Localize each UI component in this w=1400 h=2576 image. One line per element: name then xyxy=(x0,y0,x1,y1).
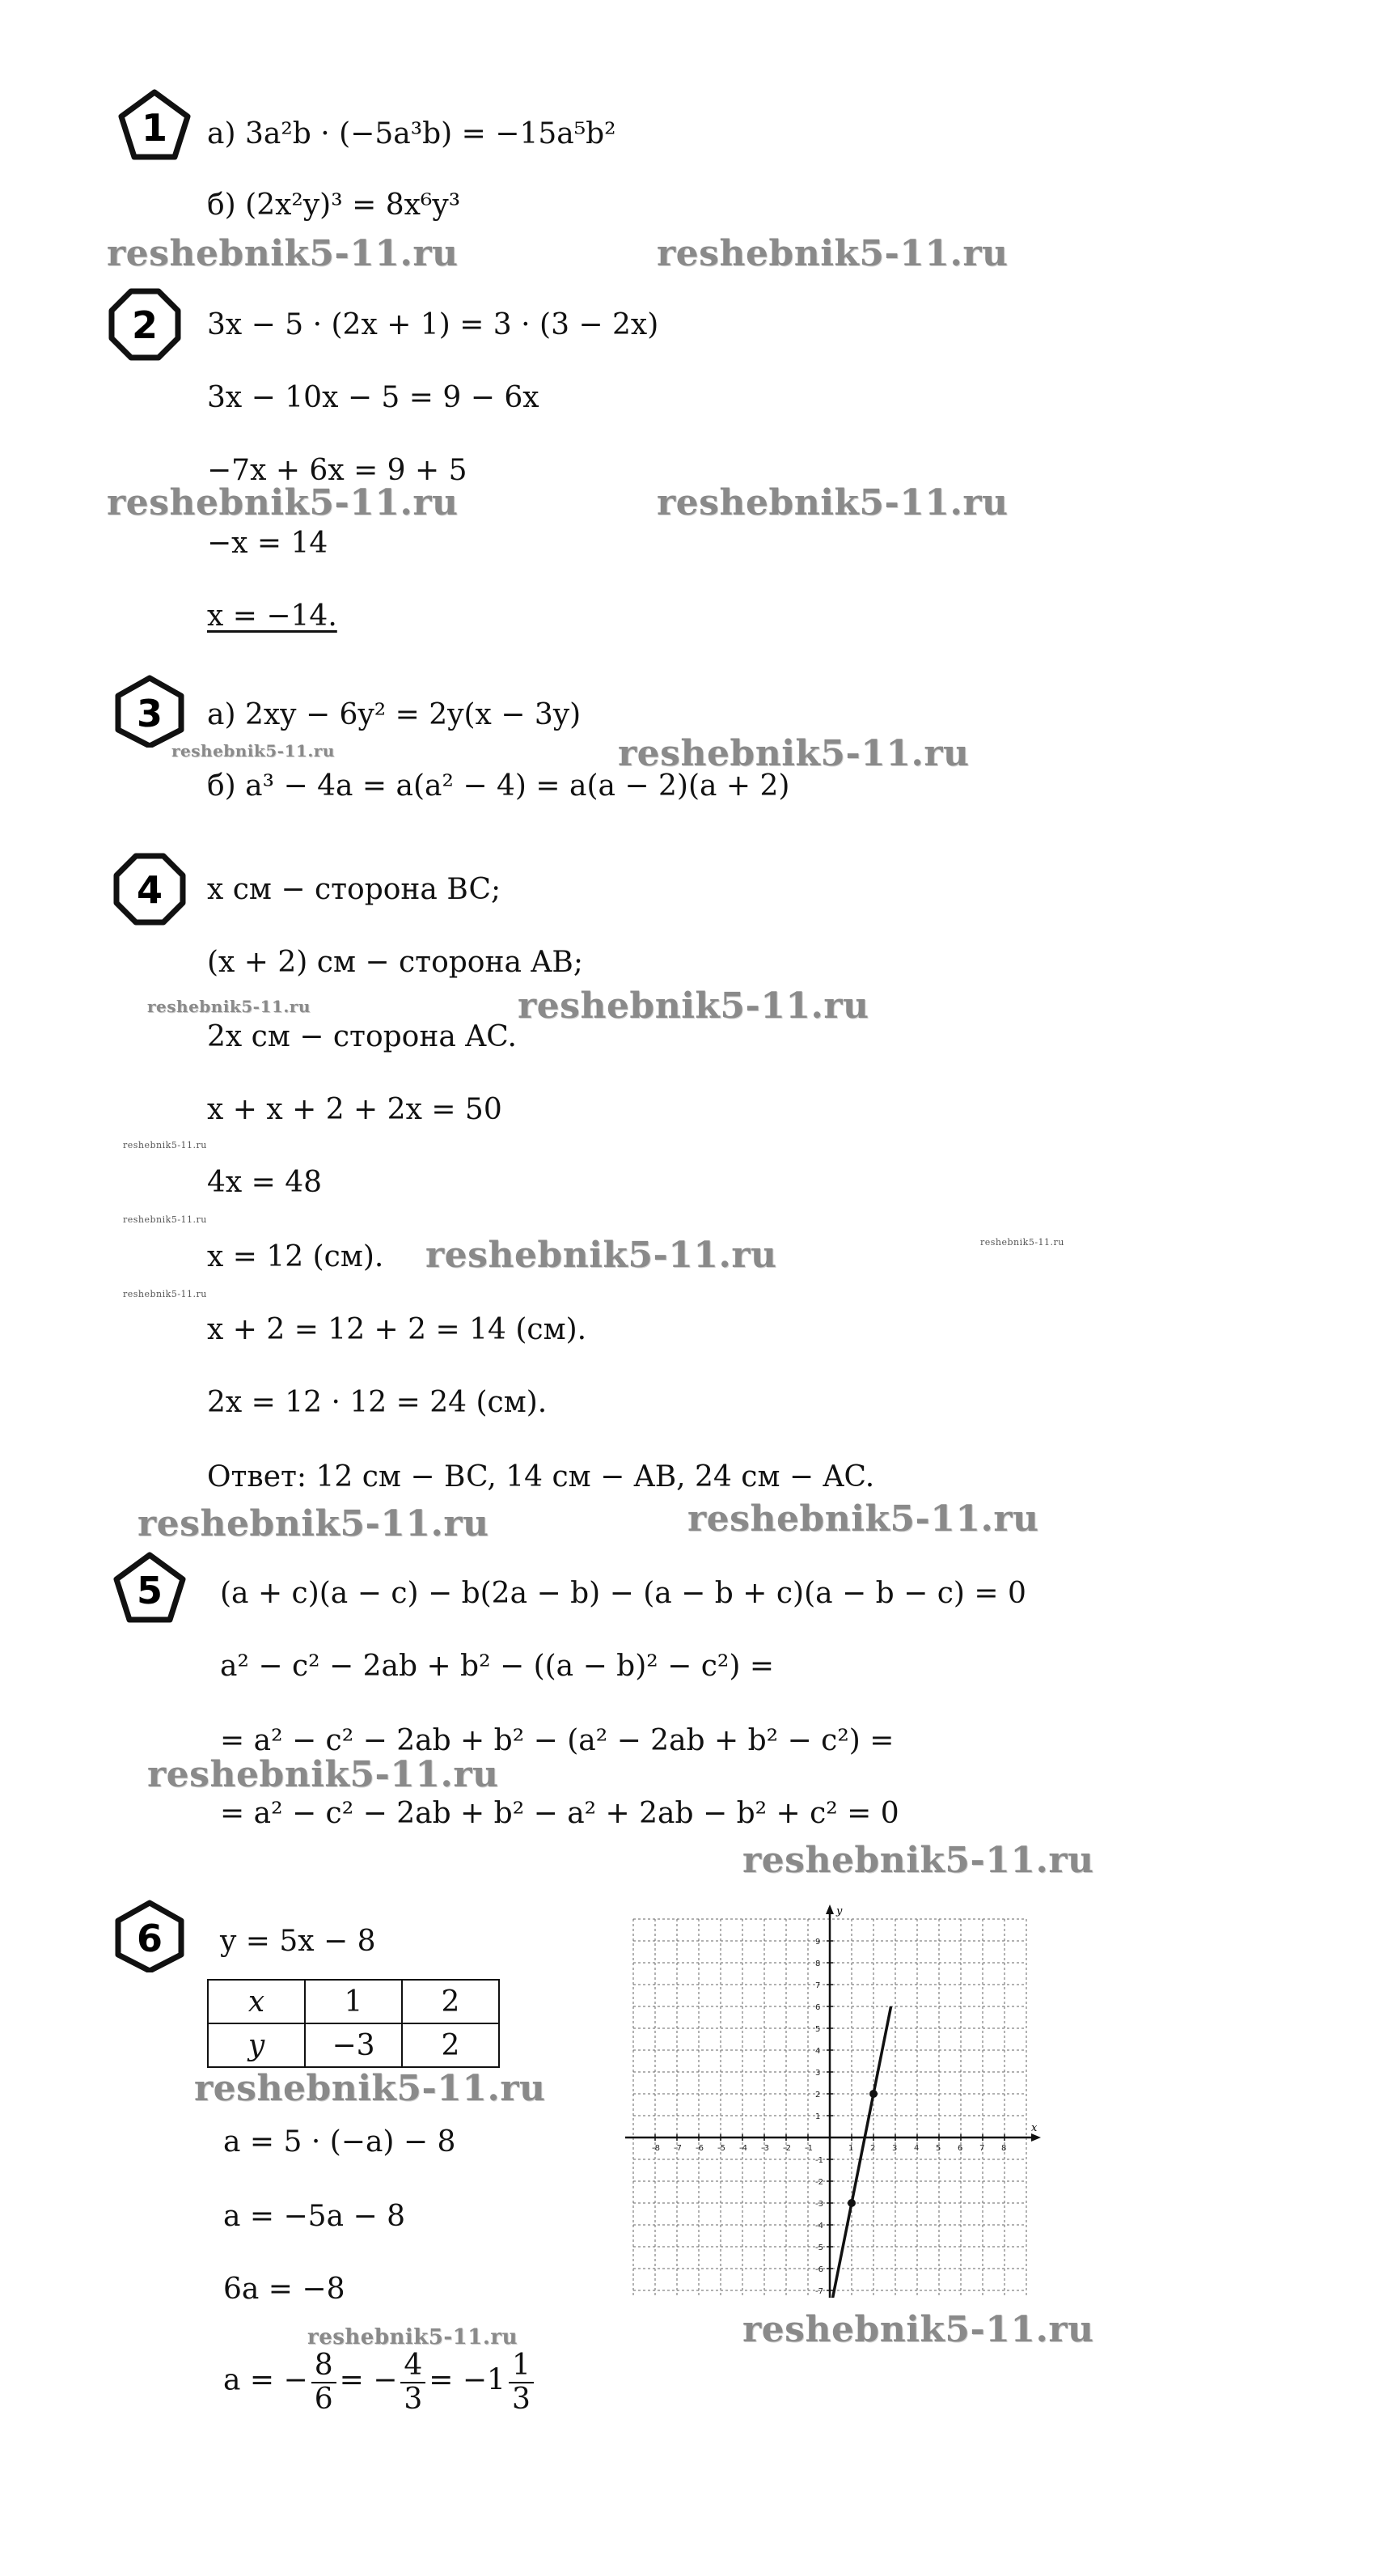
x-tick-label: 2 xyxy=(870,2144,876,2153)
frac-num: 1 xyxy=(509,2349,534,2383)
table-cell: y xyxy=(208,2023,305,2067)
task-4-badge xyxy=(113,853,186,926)
y-axis-label: y xyxy=(836,1905,843,1917)
table-cell: 2 xyxy=(402,2023,499,2067)
watermark: reshebnik5-11.ru xyxy=(147,997,311,1016)
y-tick-label: -5 xyxy=(815,2243,823,2252)
watermark: reshebnik5-11.ru xyxy=(171,741,335,761)
task-4-line-7: x + 2 = 12 + 2 = 14 (см). xyxy=(207,1313,587,1346)
svg-text:6: 6 xyxy=(136,1917,163,1960)
watermark: reshebnik5-11.ru xyxy=(194,2068,546,2109)
task-6-badge xyxy=(113,1900,186,1972)
table-cell: 2 xyxy=(402,1980,499,2023)
y-tick-label: 6 xyxy=(815,2003,821,2012)
watermark: reshebnik5-11.ru xyxy=(123,1289,207,1299)
watermark: reshebnik5-11.ru xyxy=(307,2325,518,2349)
table-cell: −3 xyxy=(305,2023,402,2067)
y-tick-label: -2 xyxy=(815,2178,823,2187)
data-point xyxy=(848,2199,856,2207)
watermark: reshebnik5-11.ru xyxy=(657,482,1009,523)
svg-text:5: 5 xyxy=(136,1569,163,1612)
task-3-line-b: б) a³ − 4a = a(a² − 4) = a(a − 2)(a + 2) xyxy=(207,769,790,803)
task-5-line-4: = a² − c² − 2ab + b² − a² + 2ab − b² + c² = 0 xyxy=(220,1797,899,1830)
watermark: reshebnik5-11.ru xyxy=(107,233,459,274)
y-tick-label: 9 xyxy=(815,1938,821,1947)
value-table xyxy=(207,1979,500,2068)
watermark: reshebnik5-11.ru xyxy=(657,233,1009,274)
y-tick-label: 2 xyxy=(815,2091,821,2099)
task-4-line-2: (x + 2) см − сторона AB; xyxy=(207,946,583,979)
y-tick-label: 1 xyxy=(815,2112,821,2121)
x-tick-label: 4 xyxy=(914,2144,920,2153)
fraction xyxy=(400,2349,425,2415)
watermark: reshebnik5-11.ru xyxy=(147,1754,499,1795)
task-2-line-4: −x = 14 xyxy=(207,527,328,560)
function-graph xyxy=(598,1901,1060,2298)
task-6-final xyxy=(223,2349,537,2415)
y-tick-label: 4 xyxy=(815,2047,821,2056)
x-tick-label: 5 xyxy=(936,2144,941,2153)
task-6-equation: y = 5x − 8 xyxy=(220,1925,376,1958)
task-4-line-1: x см − сторона BC; xyxy=(207,873,501,906)
task-6-line-1: a = 5 · (−a) − 8 xyxy=(223,2125,456,2159)
y-tick-label: 8 xyxy=(815,1960,821,1968)
x-axis-arrow xyxy=(1031,2133,1041,2142)
watermark: reshebnik5-11.ru xyxy=(742,2309,1094,2350)
watermark: reshebnik5-11.ru xyxy=(137,1503,489,1544)
x-tick-label: -3 xyxy=(761,2144,769,2153)
task-1-badge xyxy=(118,89,191,162)
x-tick-label: -5 xyxy=(717,2144,725,2153)
svg-text:2: 2 xyxy=(131,303,159,347)
task-6-line-3: 6a = −8 xyxy=(223,2273,345,2306)
x-tick-label: -7 xyxy=(674,2144,682,2153)
watermark: reshebnik5-11.ru xyxy=(425,1235,777,1276)
task-4-answer: Ответ: 12 см − BC, 14 см − AB, 24 см − AC. xyxy=(207,1460,875,1493)
frac-num: 8 xyxy=(311,2349,336,2383)
x-tick-label: -1 xyxy=(805,2144,813,2153)
y-tick-label: -6 xyxy=(815,2265,823,2274)
x-tick-label: 6 xyxy=(958,2144,963,2153)
task-2-line-1: 3x − 5 · (2x + 1) = 3 · (3 − 2x) xyxy=(207,308,659,341)
frac-den: 3 xyxy=(511,2382,531,2416)
fraction xyxy=(311,2349,336,2415)
x-tick-label: -4 xyxy=(739,2144,747,2153)
final-prefix: a = − xyxy=(223,2363,308,2397)
task-5-badge xyxy=(113,1552,186,1625)
x-tick-label: -6 xyxy=(696,2144,704,2153)
data-point xyxy=(869,2090,878,2098)
task-5-line-3: = a² − c² − 2ab + b² − (a² − 2ab + b² − c²) = xyxy=(220,1724,895,1757)
y-tick-label: 3 xyxy=(815,2069,821,2078)
task-4-line-6: x = 12 (см). xyxy=(207,1240,384,1273)
x-tick-label: 8 xyxy=(1001,2144,1007,2153)
frac-den: 3 xyxy=(404,2382,423,2416)
task-6-line-2: a = −5a − 8 xyxy=(223,2200,405,2233)
x-tick-label: 1 xyxy=(848,2144,854,2153)
watermark: reshebnik5-11.ru xyxy=(980,1237,1064,1248)
task-4-line-8: 2x = 12 · 12 = 24 (см). xyxy=(207,1386,548,1419)
x-tick-label: 7 xyxy=(979,2144,985,2153)
x-axis-label: x xyxy=(1031,2122,1038,2134)
x-tick-label: -2 xyxy=(783,2144,791,2153)
y-axis-arrow xyxy=(826,1904,834,1914)
watermark: reshebnik5-11.ru xyxy=(107,482,459,523)
y-tick-label: -1 xyxy=(815,2156,823,2165)
table-row xyxy=(208,2023,499,2067)
task-3-badge xyxy=(113,675,186,748)
y-tick-label: 7 xyxy=(815,1981,821,1990)
task-4-line-3: 2x см − сторона AC. xyxy=(207,1020,517,1053)
y-tick-label: 5 xyxy=(815,2025,821,2034)
watermark: reshebnik5-11.ru xyxy=(123,1140,207,1150)
frac-den: 6 xyxy=(314,2382,333,2416)
task-2-line-2: 3x − 10x − 5 = 9 − 6x xyxy=(207,381,539,414)
watermark: reshebnik5-11.ru xyxy=(687,1498,1039,1540)
watermark: reshebnik5-11.ru xyxy=(742,1840,1094,1881)
x-tick-label: -8 xyxy=(652,2144,660,2153)
table-cell: x xyxy=(208,1980,305,2023)
watermark: reshebnik5-11.ru xyxy=(518,985,869,1027)
y-tick-label: -3 xyxy=(815,2200,823,2209)
task-2-answer: x = −14. xyxy=(207,600,337,633)
x-tick-label: 3 xyxy=(892,2144,898,2153)
task-5-line-1: (a + c)(a − c) − b(2a − b) − (a − b + c)(a − b − c) = 0 xyxy=(220,1577,1026,1610)
table-row xyxy=(208,1980,499,2023)
task-4-line-4: x + x + 2 + 2x = 50 xyxy=(207,1093,502,1126)
task-1-line-a: а) 3a²b · (−5a³b) = −15a⁵b² xyxy=(207,117,616,150)
task-4-line-5: 4x = 48 xyxy=(207,1166,323,1199)
y-tick-label: -4 xyxy=(815,2222,823,2231)
task-2-badge xyxy=(108,288,181,361)
svg-text:3: 3 xyxy=(136,692,163,735)
y-tick-label: -7 xyxy=(815,2287,823,2296)
eq-minus: = − xyxy=(339,2363,398,2397)
task-2-line-3: −7x + 6x = 9 + 5 xyxy=(207,454,467,487)
task-5-line-2: a² − c² − 2ab + b² − ((a − b)² − c²) = xyxy=(220,1650,775,1683)
task-3-line-a: а) 2xy − 6y² = 2y(x − 3y) xyxy=(207,698,582,731)
svg-text:1: 1 xyxy=(141,106,168,150)
svg-text:4: 4 xyxy=(136,868,163,912)
eq-minus-one: = −1 xyxy=(429,2363,505,2397)
watermark: reshebnik5-11.ru xyxy=(618,733,970,774)
watermark: reshebnik5-11.ru xyxy=(123,1214,207,1225)
frac-num: 4 xyxy=(400,2349,425,2383)
task-1-line-b: б) (2x²y)³ = 8x⁶y³ xyxy=(207,189,461,222)
table-cell: 1 xyxy=(305,1980,402,2023)
fraction xyxy=(509,2349,534,2415)
